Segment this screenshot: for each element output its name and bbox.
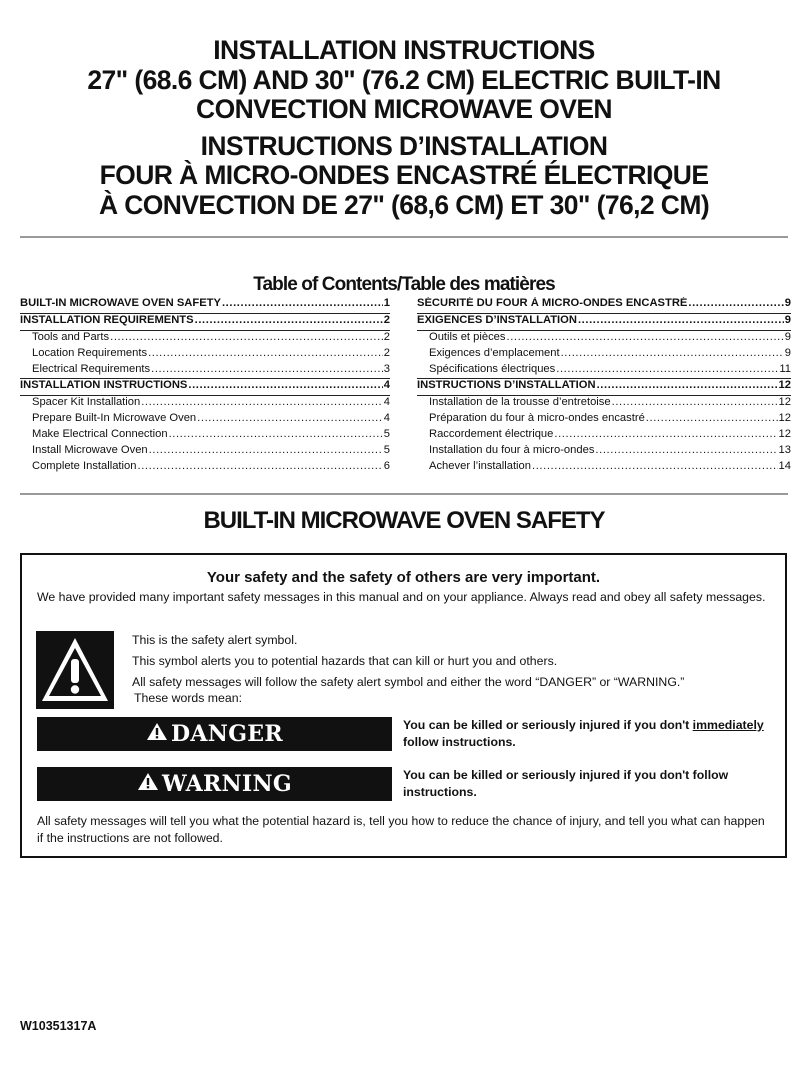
title-line-fr-2: FOUR À MICRO-ONDES ENCASTRÉ ÉLECTRIQUE — [99, 160, 709, 190]
toc-entry-page: 6 — [383, 459, 390, 472]
toc-entry-label: Installation de la trousse d’entretoise — [429, 396, 611, 409]
toc-entry-label: Raccordement électrique — [429, 428, 554, 441]
toc-entry-label: INSTALLATION REQUIREMENTS — [20, 313, 194, 326]
toc-heading: Table of Contents/Table des matières — [253, 274, 555, 295]
toc-entry-page: 4 — [383, 379, 390, 392]
title-line-en-3: CONVECTION MICROWAVE OVEN — [196, 94, 612, 124]
toc-entry-label: Spécifications électriques — [429, 362, 556, 375]
divider-rule — [20, 236, 788, 238]
toc-entry-page: 12 — [778, 396, 791, 409]
document-number: W10351317A — [20, 1019, 97, 1033]
toc-entry-page: 9 — [784, 297, 791, 309]
safety-message-box — [20, 553, 787, 858]
toc-entry-page: 12 — [778, 379, 791, 392]
toc-entry[interactable] — [20, 379, 390, 396]
toc-entry-label: Spacer Kit Installation — [32, 396, 141, 409]
toc-entry-page: 13 — [778, 444, 791, 457]
safety-alert-explanation — [132, 632, 772, 711]
danger-label: DANGER — [171, 721, 283, 747]
toc-column-english — [20, 297, 390, 476]
divider-rule — [20, 493, 788, 495]
warning-signal-word — [37, 767, 392, 801]
danger-text: follow instructions. — [403, 735, 516, 749]
toc-entry-label: Location Requirements — [32, 346, 148, 359]
warning-triangle-icon — [137, 771, 159, 797]
toc-entry[interactable] — [20, 444, 390, 460]
toc-entry[interactable] — [20, 363, 390, 380]
toc-entry-label: Préparation du four à micro-ondes encastré — [429, 412, 645, 425]
safety-footer: All safety messages will tell you what the potential hazard is, tell you how to reduce the chance of injury, and tell you what can happen if the instructions are not followed. — [37, 814, 765, 845]
toc-entry[interactable] — [417, 379, 791, 396]
toc-entry-label: Exigences d’emplacement — [429, 346, 560, 359]
toc-entry-page: 2 — [383, 330, 390, 343]
alert-line: These words mean: — [134, 691, 242, 705]
toc-entry[interactable] — [417, 444, 791, 460]
toc-entry[interactable] — [417, 331, 791, 347]
toc-entry[interactable] — [417, 460, 791, 476]
warning-label: WARNING — [161, 771, 293, 797]
danger-text-emphasis: immediately — [692, 718, 764, 732]
toc-entry[interactable] — [417, 347, 791, 363]
toc-entry-page: 2 — [383, 313, 390, 326]
danger-signal-word — [37, 717, 392, 751]
toc-entry[interactable] — [417, 428, 791, 444]
toc-entry-page: 9 — [784, 330, 791, 343]
title-line-en-1: INSTALLATION INSTRUCTIONS — [213, 35, 595, 65]
toc-entry-label: INSTALLATION INSTRUCTIONS — [20, 379, 188, 392]
toc-entry-label: Electrical Requirements — [32, 362, 151, 375]
warning-description: You can be killed or seriously injured if you don't follow instructions. — [403, 768, 729, 799]
alert-line: This symbol alerts you to potential hazards that can kill or hurt you and others. — [132, 654, 558, 668]
toc-entry-page: 3 — [383, 362, 390, 375]
alert-line: This is the safety alert symbol. — [132, 633, 298, 647]
toc-entry[interactable] — [20, 314, 390, 331]
warning-triangle-icon — [36, 631, 114, 709]
toc-entry-page: 1 — [383, 297, 390, 309]
toc-entry-page: 9 — [784, 313, 791, 326]
toc-entry-label: Make Electrical Connection — [32, 428, 168, 441]
toc-entry-page: 11 — [779, 362, 791, 375]
toc-entry-page: 9 — [784, 346, 791, 359]
toc-column-french — [417, 297, 791, 476]
document-title — [0, 36, 808, 220]
alert-line: All safety messages will follow the safety alert symbol and either the word “DANGER” or “WARNING.” — [132, 675, 685, 689]
section-heading: BUILT-IN MICROWAVE OVEN SAFETY — [203, 507, 605, 534]
toc-entry-page: 14 — [778, 459, 791, 472]
toc-entry-page: 2 — [383, 346, 390, 359]
toc-entry[interactable] — [20, 460, 390, 476]
toc-entry[interactable] — [417, 297, 791, 314]
toc-entry[interactable] — [417, 396, 791, 412]
toc-entry[interactable] — [20, 297, 390, 314]
toc-entry[interactable] — [20, 412, 390, 428]
toc-entry-label: Complete Installation — [32, 459, 137, 472]
toc-entry-label: Outils et pièces — [429, 330, 506, 343]
toc-entry-label: Install Microwave Oven — [32, 444, 148, 457]
toc-entry-label: INSTRUCTIONS D’INSTALLATION — [417, 379, 596, 392]
title-line-fr-3: À CONVECTION DE 27" (68,6 CM) ET 30" (76,2 CM) — [98, 189, 710, 220]
toc-entry-page: 12 — [778, 412, 791, 425]
toc-entry[interactable] — [417, 363, 791, 380]
toc-entry[interactable] — [20, 396, 390, 412]
toc-entry-label: SÉCURITÉ DU FOUR À MICRO-ONDES ENCASTRÉ — [417, 297, 688, 309]
danger-text: You can be killed or seriously injured if you don't — [403, 718, 693, 732]
warning-triangle-icon — [146, 721, 168, 747]
toc-entry[interactable] — [20, 331, 390, 347]
toc-entry-label: Achever l’installation — [429, 459, 531, 472]
toc-entry-label: Tools and Parts — [32, 330, 110, 343]
toc-entry-label: Installation du four à micro-ondes — [429, 444, 595, 457]
safety-title: Your safety and the safety of others are very important. — [206, 569, 601, 586]
toc-entry[interactable] — [417, 412, 791, 428]
toc-entry-label: EXIGENCES D’INSTALLATION — [417, 313, 577, 326]
toc-entry[interactable] — [20, 428, 390, 444]
toc-entry-page: 5 — [383, 444, 390, 457]
toc-entry-label: BUILT-IN MICROWAVE OVEN SAFETY — [20, 297, 221, 309]
title-line-fr-1: INSTRUCTIONS D’INSTALLATION — [200, 130, 608, 161]
toc-entry-page: 4 — [383, 412, 390, 425]
toc-entry[interactable] — [417, 314, 791, 331]
toc-entry[interactable] — [20, 347, 390, 363]
toc-entry-page: 4 — [383, 396, 390, 409]
toc-entry-page: 5 — [383, 428, 390, 441]
safety-intro: We have provided many important safety messages in this manual and on your appliance. Always read and obey all safety messages. — [37, 590, 766, 604]
toc-entry-page: 12 — [778, 428, 791, 441]
toc-entry-label: Prepare Built-In Microwave Oven — [32, 412, 197, 425]
danger-description — [403, 717, 775, 751]
title-line-en-2: 27" (68.6 CM) AND 30" (76.2 CM) ELECTRIC BUILT-IN — [87, 64, 721, 95]
